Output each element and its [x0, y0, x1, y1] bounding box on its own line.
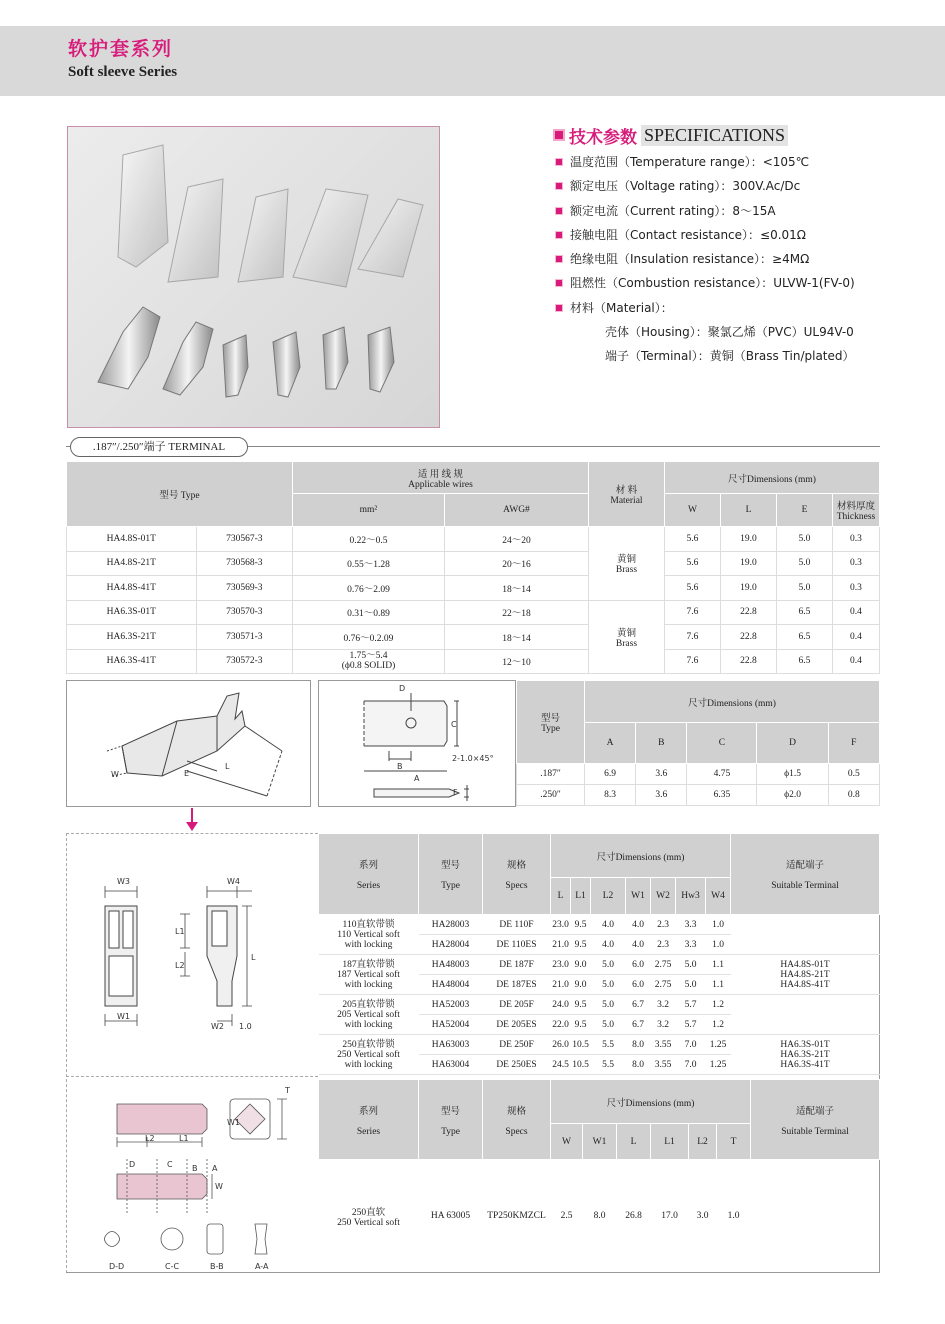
table-row: 205直软带锁 205 Vertical soft with locking HA52003 DE 205F 24.0 9.5 5.0 6.7 3.2 5.7 1.2	[319, 995, 880, 1015]
female-terminal-icon	[67, 681, 310, 806]
vertical-sleeve-drawing	[67, 1079, 317, 1271]
specifications-panel	[553, 124, 903, 368]
header-thickness: 材料厚度 Thickness	[832, 494, 879, 527]
bullet-icon	[555, 158, 563, 166]
spec-insulation-resistance: 绝缘电阻（Insulation resistance）：≥4MΩ	[553, 247, 903, 271]
table-row: HA28004 DE 110ES 21.0 9.5 4.0 4.0 2.3 3.3 1.0	[319, 935, 880, 955]
svg-text:L: L	[225, 762, 230, 771]
table-row: 250直软带锁 250 Vertical soft with locking HA63003 DE 250F 26.0 10.5 5.5 8.0 3.55 7.0 1.25 HA6.3S-01T HA6.3S-21T HA6.3S-41T	[319, 1035, 880, 1055]
specifications-heading	[553, 124, 903, 146]
header-type: 型号 Type	[517, 681, 585, 764]
svg-text:L: L	[251, 953, 256, 962]
spec-current: 额定电流（Current rating）：8～15A	[553, 199, 903, 223]
bullet-icon	[555, 182, 563, 190]
svg-text:B-B: B-B	[210, 1262, 224, 1271]
table-row: .250″ 8.3 3.6 6.35 ϕ2.0 0.8	[517, 785, 880, 806]
svg-text:E: E	[184, 769, 190, 778]
header-type: 型号 Type	[419, 834, 483, 915]
table-row: HA4.8S-41T 730569-3 0.76～2.09 18～14 5.6 19.0 5.0 0.3	[67, 576, 880, 601]
table-row: HA6.3S-01T 730570-3 0.31～0.89 22～18 黄铜 Brass 7.6 22.8 6.5 0.4	[67, 600, 880, 625]
table-row: .187″ 6.9 3.6 4.75 ϕ1.5 0.5	[517, 764, 880, 785]
page-title-en: Soft sleeve Series	[68, 64, 178, 80]
svg-text:D: D	[129, 1160, 136, 1169]
table-row: HA63004 DE 250ES 24.5 10.5 5.5 8.0 3.55 7.0 1.25	[319, 1055, 880, 1075]
header-dimensions: 尺寸Dimensions (mm)	[551, 834, 731, 878]
vertical-soft-table: 系列 Series 型号 Type 规格 Specs 尺寸Dimensions (mm) 适配端子 Suitable Terminal W W1 L L1 L2 T 250直软 250 Vertical soft HA 63005 TP250KMZCL 2.5 8.0 26.8 17.0 3.0 1.0	[318, 1079, 880, 1272]
page-title-cn: 软护套系列	[68, 38, 174, 60]
header-dimensions: 尺寸Dimensions (mm)	[551, 1080, 751, 1124]
bullet-icon	[555, 279, 563, 287]
svg-text:C: C	[167, 1160, 173, 1169]
bullet-icon	[555, 304, 563, 312]
spec-housing: 壳体（Housing）：聚氯乙烯（PVC）UL94V-0	[605, 325, 854, 340]
bullet-icon	[555, 207, 563, 215]
bullet-icon	[555, 231, 563, 239]
svg-text:W1: W1	[227, 1118, 240, 1127]
svg-text:L1: L1	[175, 927, 185, 936]
table-row: 187直软带锁 187 Vertical soft with locking HA48003 DE 187F 23.0 9.0 5.0 6.0 2.75 5.0 1.1 HA4.8S-01T HA4.8S-21T HA4.8S-41T	[319, 955, 880, 975]
header-dimensions: 尺寸Dimensions (mm)	[585, 681, 880, 723]
spec-contact-resistance: 接触电阻（Contact resistance）：≤0.01Ω	[553, 223, 903, 247]
spec-voltage: 额定电压（Voltage rating）：300V.Ac/Dc	[553, 174, 903, 198]
tab-dimensions-table: 型号 Type 尺寸Dimensions (mm) A B C D F .187″ 6.9 3.6 4.75 ϕ1.5 0.5 .250″ 8.3 3.6 6.35 ϕ2.0 0.8	[516, 680, 880, 806]
table-row: 110直软带锁 110 Vertical soft with locking HA28003 DE 110F 23.0 9.5 4.0 4.0 2.3 3.3 1.0	[319, 915, 880, 935]
suitable-terminal-cell: HA6.3S-01T HA6.3S-21T HA6.3S-41T	[731, 1035, 880, 1075]
tab-terminal-icon	[319, 681, 515, 806]
svg-text:B: B	[192, 1164, 198, 1173]
table-row: HA52004 DE 205ES 22.0 9.5 5.0 6.7 3.2 5.7 1.2	[319, 1015, 880, 1035]
svg-text:F: F	[453, 788, 458, 797]
heading-bullet-icon	[553, 129, 565, 141]
sleeve-table: 系列 Series 型号 Type 规格 Specs 尺寸Dimensions (mm) 适配端子 Suitable Terminal L L1 L2 W1 W2 Hw3 W4 110直软带锁 110 Vertical soft with locking HA28003 DE 110F 23.0 9.5 4.0 4.0 2.3 3.3 1.0 HA28004 DE 110ES 21.0 9.5 4.0 4.0 2.3 3.3 1.0 187直软带锁 187 Vertical soft with locking HA48003 DE 187F 23.0 9.0 5.0 6.0 2.75 5.0 1.1 HA4.8S-01T HA4.8S-21T HA4.8S-41T HA48004 DE 187ES 21.0 9.0 5.0 6.0 2.75 5.0 1.1 205直软带锁 205 Vertical soft with locking HA52003 DE 205F 24.0 9.5 5.0 6.7 3.2 5.7 1.2 HA52004 DE 205ES 22.0 9.5 5.0 6.7 3.2 5.7 1.2 250直软带锁 250 Vertical soft with locking HA63003 DE 250F 26.0 10.5 5.5 8.0 3.55 7.0 1.25 HA6.3S-01T HA6.3S-21T HA6.3S-41T HA63004 DE 250ES 24.5 10.5 5.5 8.0 3.55 7.0 1.25	[318, 833, 880, 1075]
table-row: HA4.8S-01T 730567-3 0.22～0.5 24～20 黄铜 Brass 5.6 19.0 5.0 0.3	[67, 527, 880, 552]
table-row: HA48004 DE 187ES 21.0 9.0 5.0 6.0 2.75 5.0 1.1	[319, 975, 880, 995]
svg-text:L2: L2	[145, 1134, 155, 1143]
svg-text:W: W	[111, 770, 119, 779]
series-cell: 110直软带锁 110 Vertical soft with locking	[319, 915, 419, 955]
suitable-terminal-cell: HA4.8S-01T HA4.8S-21T HA4.8S-41T	[731, 955, 880, 995]
terminal-table	[66, 461, 880, 674]
svg-text:L2: L2	[175, 961, 185, 970]
svg-text:D-D: D-D	[109, 1262, 125, 1271]
header-mm2: mm²	[292, 494, 444, 527]
svg-text:C-C: C-C	[165, 1262, 180, 1271]
specifications-title-en: SPECIFICATIONS	[641, 125, 788, 146]
material-cell: 黄铜 Brass	[588, 527, 664, 601]
series-cell: 187直软带锁 187 Vertical soft with locking	[319, 955, 419, 995]
svg-text:L1: L1	[179, 1134, 189, 1143]
bullet-icon	[555, 255, 563, 263]
svg-text:T: T	[285, 1086, 290, 1095]
svg-text:B: B	[397, 762, 403, 771]
svg-text:W: W	[215, 1182, 223, 1191]
spec-temperature: 温度范围（Temperature range）：<105℃	[553, 150, 903, 174]
product-photo-illustration	[68, 127, 440, 428]
svg-text:A-A: A-A	[255, 1262, 269, 1271]
svg-text:2-1.0×45°: 2-1.0×45°	[452, 754, 494, 763]
header-series: 系列 Series	[319, 834, 419, 915]
header-wires: 适 用 线 规 Applicable wires	[292, 462, 588, 494]
terminal-section-tag: .187″/.250″端子 TERMINAL	[70, 437, 248, 457]
header-series: 系列 Series	[319, 1080, 419, 1160]
svg-text:W4: W4	[227, 877, 240, 886]
material-cell: 黄铜 Brass	[588, 600, 664, 674]
header-w: W	[664, 494, 720, 527]
table-row: HA6.3S-41T 730572-3 1.75～5.4 (ϕ0.8 SOLID) 12～10 7.6 22.8 6.5 0.4	[67, 649, 880, 674]
svg-text:W2: W2	[211, 1022, 224, 1031]
header-type: 型号 Type	[419, 1080, 483, 1160]
sleeve-drawing	[67, 836, 317, 1074]
spec-combustion: 阻燃性（Combustion resistance）：ULVW-1(FV-0)	[553, 271, 903, 295]
svg-text:W3: W3	[117, 877, 130, 886]
svg-text:C: C	[451, 720, 457, 729]
svg-text:D: D	[399, 684, 406, 693]
header-dimensions: 尺寸Dimensions (mm)	[664, 462, 879, 494]
header-e: E	[776, 494, 832, 527]
header-material: 材 料 Material	[588, 462, 664, 527]
tab-terminal-drawing	[318, 680, 516, 807]
svg-text:A: A	[414, 774, 420, 783]
header-suitable-terminal: 适配端子 Suitable Terminal	[731, 834, 880, 915]
header-spec: 规格 Specs	[483, 1080, 551, 1160]
table-row: HA4.8S-21T 730568-3 0.55～1.28 20～16 5.6 19.0 5.0 0.3	[67, 551, 880, 576]
spec-material: 材料（Material）：	[553, 296, 903, 320]
specifications-title-cn: 技术参数	[569, 127, 637, 148]
product-photo	[67, 126, 440, 428]
series-cell: 205直软带锁 205 Vertical soft with locking	[319, 995, 419, 1035]
header-spec: 规格 Specs	[483, 834, 551, 915]
header-suitable-terminal: 适配端子 Suitable Terminal	[751, 1080, 880, 1160]
svg-text:1.0: 1.0	[239, 1022, 252, 1031]
series-cell: 250直软带锁 250 Vertical soft with locking	[319, 1035, 419, 1075]
header-type: 型号 Type	[67, 462, 293, 527]
svg-text:A: A	[212, 1164, 218, 1173]
header-awg: AWG#	[444, 494, 588, 527]
table-row: 250直软 250 Vertical soft HA 63005 TP250KMZCL 2.5 8.0 26.8 17.0 3.0 1.0	[337, 1207, 740, 1228]
table-row: HA6.3S-21T 730571-3 0.76～0.2.09 18～14 7.6 22.8 6.5 0.4	[67, 625, 880, 650]
svg-text:W1: W1	[117, 1012, 130, 1021]
down-arrow-icon	[185, 808, 199, 832]
terminal-drawing	[66, 680, 311, 807]
spec-terminal: 端子（Terminal）：黄铜（Brass Tin/plated）	[605, 349, 855, 364]
header-l: L	[720, 494, 776, 527]
